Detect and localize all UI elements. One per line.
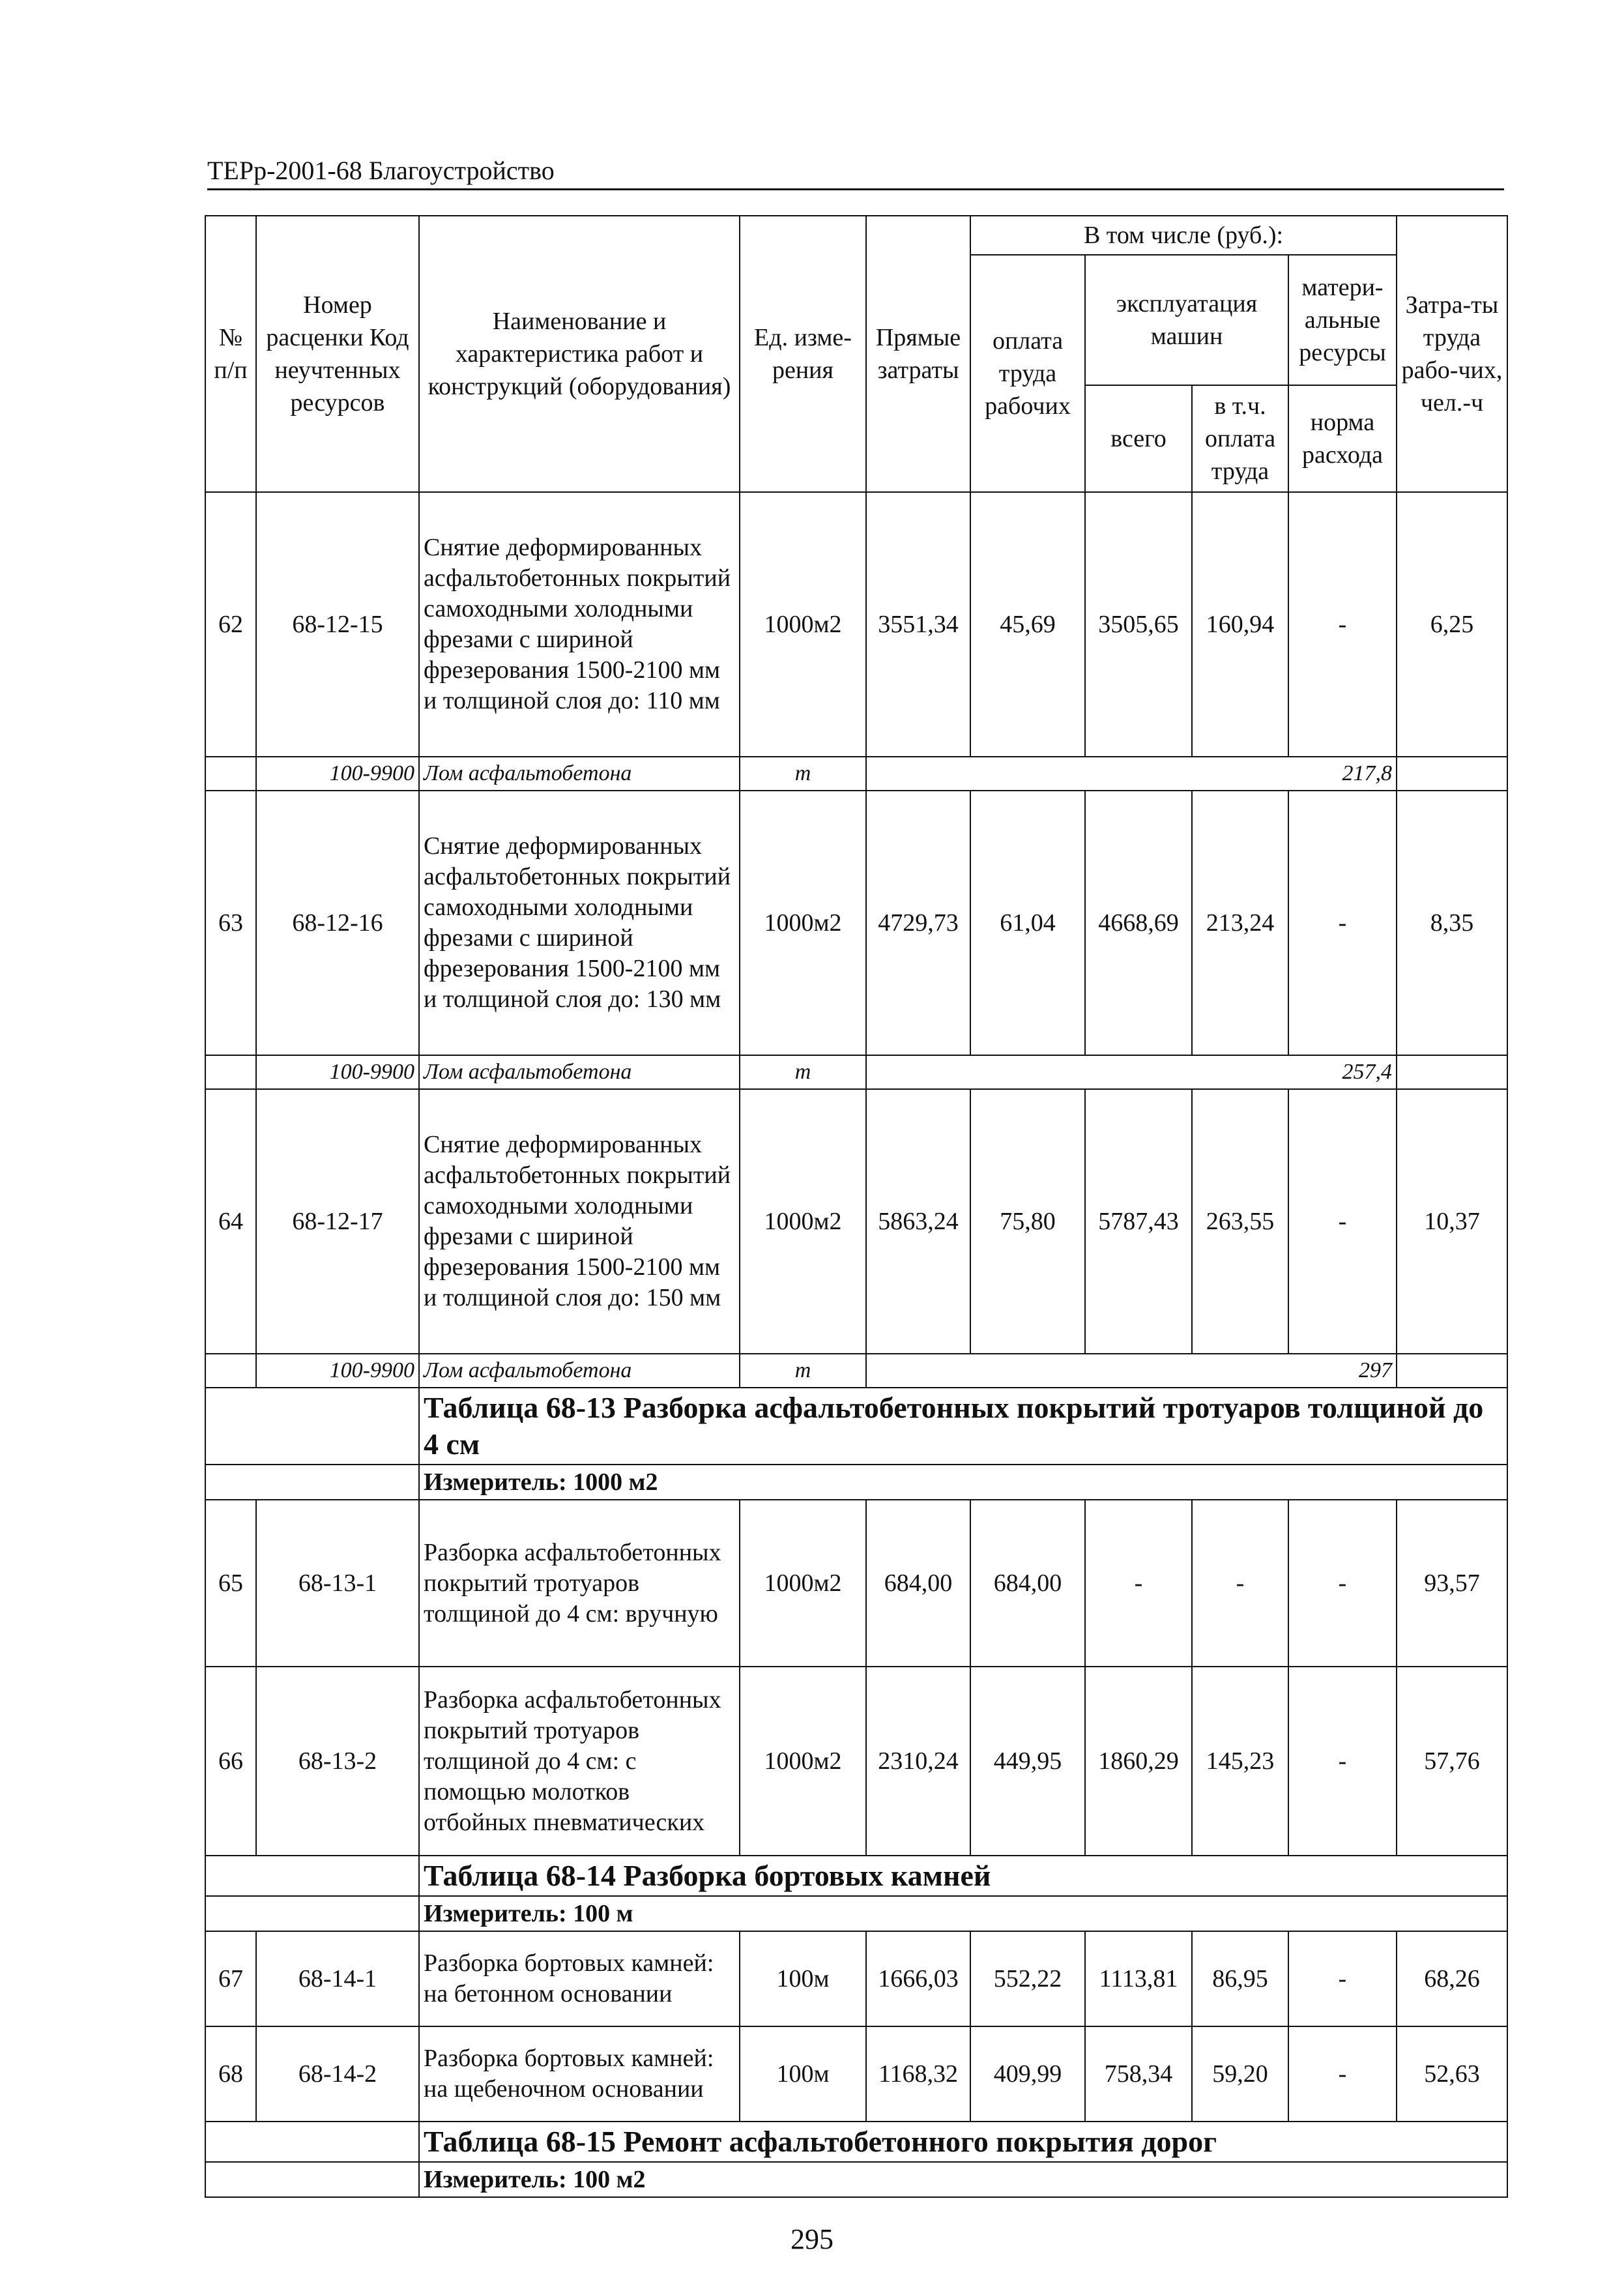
- row-direct: 1666,03: [866, 1931, 970, 2026]
- resource-row: [205, 757, 1507, 791]
- col-unit-header: Ед. изме-рения: [740, 216, 866, 492]
- row-labor: 10,37: [1397, 1089, 1507, 1354]
- row-labor-pay: 552,22: [970, 1931, 1085, 2026]
- row-unit: 1000м2: [740, 791, 866, 1055]
- row-code: 68-14-1: [256, 1931, 419, 2026]
- resource-name: Лом асфальтобетона: [419, 1354, 740, 1388]
- row-mach-total: 758,34: [1085, 2026, 1192, 2122]
- section-title-row: [205, 1856, 1507, 1896]
- row-name: Разборка бортовых камней: на бетонном основании: [419, 1931, 740, 2026]
- row-name: Разборка бортовых камней: на щебеночном основании: [419, 2026, 740, 2122]
- row-unit: 100м: [740, 2026, 866, 2122]
- incl-header: В том числе (руб.):: [970, 216, 1397, 255]
- row-labor-pay: 75,80: [970, 1089, 1085, 1354]
- row-direct: 5863,24: [866, 1089, 970, 1354]
- row-mach-pay: 145,23: [1192, 1667, 1288, 1856]
- row-name: Разборка асфальтобетонных покрытий тротуаров толщиной до 4 см: с помощью молотков отбойных пневматических: [419, 1667, 740, 1856]
- resource-norm: 257,4: [866, 1055, 1397, 1089]
- section-measure-row: [205, 2162, 1507, 2197]
- row-labor: 52,63: [1397, 2026, 1507, 2122]
- row-name: Разборка асфальтобетонных покрытий тротуаров толщиной до 4 см: вручную: [419, 1500, 740, 1667]
- row-materials: -: [1288, 492, 1397, 757]
- col-machines-pay-header: в т.ч. оплата труда: [1192, 385, 1288, 492]
- row-labor-pay: 684,00: [970, 1500, 1085, 1667]
- row-unit: 100м: [740, 1931, 866, 2026]
- resource-code: 100-9900: [256, 1055, 419, 1089]
- row-labor: 93,57: [1397, 1500, 1507, 1667]
- section-title: Таблица 68-13 Разборка асфальтобетонных покрытий тротуаров толщиной до 4 см: [419, 1388, 1507, 1465]
- section-title: Таблица 68-14 Разборка бортовых камней: [419, 1856, 1507, 1896]
- row-mach-pay: -: [1192, 1500, 1288, 1667]
- rates-table: [205, 215, 1508, 2198]
- row-unit: 1000м2: [740, 1667, 866, 1856]
- page-number: 295: [790, 2223, 834, 2255]
- row-materials: -: [1288, 1931, 1397, 2026]
- resource-row: [205, 1055, 1507, 1089]
- row-mach-total: 5787,43: [1085, 1089, 1192, 1354]
- row-num: 67: [205, 1931, 256, 2026]
- resource-norm: 217,8: [866, 757, 1397, 791]
- col-materials-header: матери-альные ресурсы: [1288, 255, 1397, 385]
- row-labor-pay: 45,69: [970, 492, 1085, 757]
- table-row: [205, 2026, 1507, 2122]
- col-machines-total-header: всего: [1085, 385, 1192, 492]
- row-direct: 1168,32: [866, 2026, 970, 2122]
- row-labor-pay: 61,04: [970, 791, 1085, 1055]
- row-mach-pay: 86,95: [1192, 1931, 1288, 2026]
- table-row: [205, 1500, 1507, 1667]
- section-title: Таблица 68-15 Ремонт асфальтобетонного покрытия дорог: [419, 2122, 1507, 2162]
- row-materials: -: [1288, 1089, 1397, 1354]
- section-measure-row: [205, 1896, 1507, 1931]
- table-row: [205, 1931, 1507, 2026]
- row-num: 63: [205, 791, 256, 1055]
- row-labor-pay: 409,99: [970, 2026, 1085, 2122]
- row-labor-pay: 449,95: [970, 1667, 1085, 1856]
- resource-name: Лом асфальтобетона: [419, 1055, 740, 1089]
- row-mach-total: 1860,29: [1085, 1667, 1192, 1856]
- row-num: 68: [205, 2026, 256, 2122]
- table-row: [205, 791, 1507, 1055]
- resource-unit: т: [740, 1354, 866, 1388]
- resource-row: [205, 1354, 1507, 1388]
- table-row: [205, 1089, 1507, 1354]
- row-materials: -: [1288, 791, 1397, 1055]
- row-name: Снятие деформированных асфальтобетонных покрытий самоходными холодными фрезами с шириной фрезерования 1500-2100 мм и толщиной слоя до: 150 мм: [419, 1089, 740, 1354]
- row-labor: 8,35: [1397, 791, 1507, 1055]
- resource-code: 100-9900: [256, 1354, 419, 1388]
- row-num: 65: [205, 1500, 256, 1667]
- table-head: [205, 216, 1507, 492]
- row-mach-pay: 213,24: [1192, 791, 1288, 1055]
- section-measure: Измеритель: 100 м2: [419, 2162, 1507, 2197]
- row-mach-total: -: [1085, 1500, 1192, 1667]
- row-num: 64: [205, 1089, 256, 1354]
- resource-unit: т: [740, 1055, 866, 1089]
- row-unit: 1000м2: [740, 1500, 866, 1667]
- table-body: [205, 492, 1507, 2197]
- col-labor-header: Затра-ты труда рабо-чих, чел.-ч: [1397, 216, 1507, 492]
- row-code: 68-13-2: [256, 1667, 419, 1856]
- resource-code: 100-9900: [256, 757, 419, 791]
- row-mach-total: 1113,81: [1085, 1931, 1192, 2026]
- row-materials: -: [1288, 1500, 1397, 1667]
- row-direct: 2310,24: [866, 1667, 970, 1856]
- section-measure: Измеритель: 100 м: [419, 1896, 1507, 1931]
- row-direct: 684,00: [866, 1500, 970, 1667]
- row-code: 68-13-1: [256, 1500, 419, 1667]
- table-row: [205, 492, 1507, 757]
- col-name-header: Наименование и характеристика работ и конструкций (оборудования): [419, 216, 740, 492]
- row-name: Снятие деформированных асфальтобетонных покрытий самоходными холодными фрезами с шириной фрезерования 1500-2100 мм и толщиной слоя до: 110 мм: [419, 492, 740, 757]
- resource-name: Лом асфальтобетона: [419, 757, 740, 791]
- row-mach-total: 3505,65: [1085, 492, 1192, 757]
- row-direct: 4729,73: [866, 791, 970, 1055]
- col-direct-header: Прямые затраты: [866, 216, 970, 492]
- row-code: 68-12-16: [256, 791, 419, 1055]
- row-materials: -: [1288, 1667, 1397, 1856]
- row-direct: 3551,34: [866, 492, 970, 757]
- row-num: 62: [205, 492, 256, 757]
- row-mach-pay: 59,20: [1192, 2026, 1288, 2122]
- row-materials: -: [1288, 2026, 1397, 2122]
- section-title-row: [205, 1388, 1507, 1465]
- col-num-header: № п/п: [205, 216, 256, 492]
- table-row: [205, 1667, 1507, 1856]
- col-code-header: Номер расценки Код неучтенных ресурсов: [256, 216, 419, 492]
- row-labor: 68,26: [1397, 1931, 1507, 2026]
- row-name: Снятие деформированных асфальтобетонных покрытий самоходными холодными фрезами с шириной фрезерования 1500-2100 мм и толщиной слоя до: 130 мм: [419, 791, 740, 1055]
- row-mach-total: 4668,69: [1085, 791, 1192, 1055]
- row-code: 68-12-15: [256, 492, 419, 757]
- section-measure: Измеритель: 1000 м2: [419, 1465, 1507, 1500]
- row-num: 66: [205, 1667, 256, 1856]
- page-header: ТЕРр-2001-68 Благоустройство: [207, 155, 1504, 190]
- col-materials-norm-header: норма расхода: [1288, 385, 1397, 492]
- col-labor-pay-header: оплата труда рабочих: [970, 255, 1085, 492]
- row-code: 68-12-17: [256, 1089, 419, 1354]
- row-labor: 57,76: [1397, 1667, 1507, 1856]
- section-measure-row: [205, 1465, 1507, 1500]
- resource-norm: 297: [866, 1354, 1397, 1388]
- row-mach-pay: 263,55: [1192, 1089, 1288, 1354]
- col-machines-header: эксплуатация машин: [1085, 255, 1288, 385]
- row-unit: 1000м2: [740, 492, 866, 757]
- row-mach-pay: 160,94: [1192, 492, 1288, 757]
- row-code: 68-14-2: [256, 2026, 419, 2122]
- row-labor: 6,25: [1397, 492, 1507, 757]
- row-unit: 1000м2: [740, 1089, 866, 1354]
- section-title-row: [205, 2122, 1507, 2162]
- resource-unit: т: [740, 757, 866, 791]
